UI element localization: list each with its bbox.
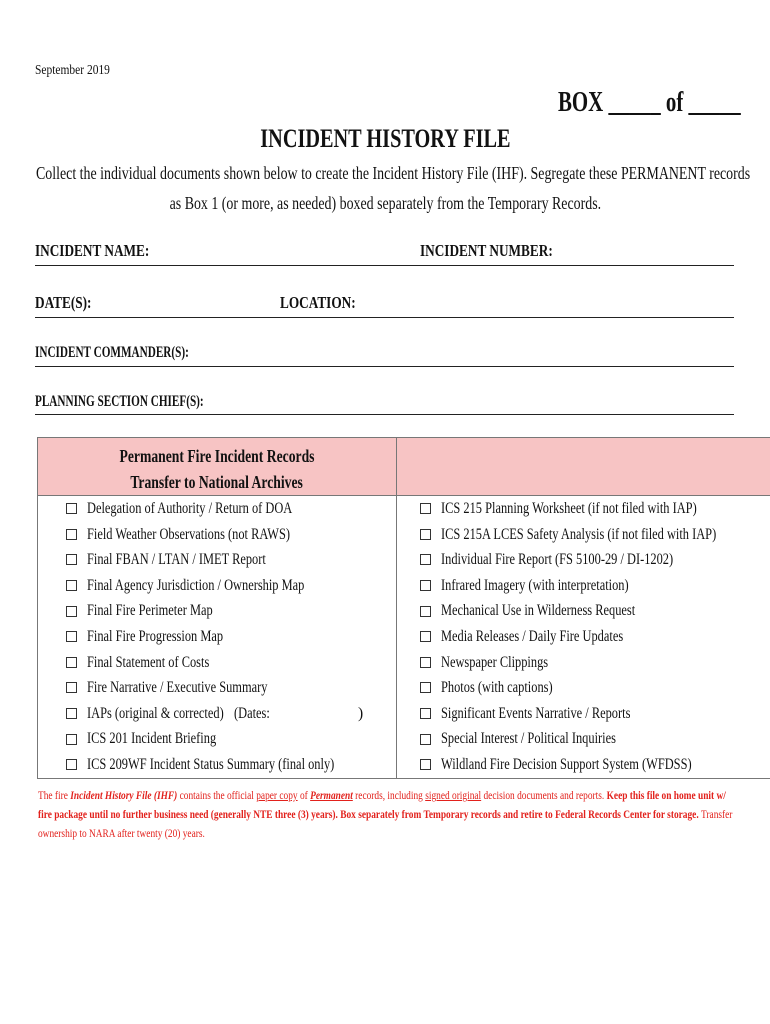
- checklist-item-label: Final Fire Progression Map: [87, 627, 224, 645]
- checklist-item: [397, 522, 770, 548]
- checklist-item-label: ICS 215 Planning Worksheet (if not filed with IAP): [441, 500, 697, 517]
- left-records-column: [38, 496, 397, 779]
- checkbox[interactable]: [420, 708, 431, 719]
- checklist-item-label: Final FBAN / LTAN / IMET Report: [87, 551, 266, 569]
- checkbox[interactable]: [420, 606, 431, 617]
- checklist-item-label: IAPs (original & corrected): [87, 704, 224, 722]
- checkbox[interactable]: [420, 631, 431, 642]
- checklist-item: [397, 496, 770, 522]
- footer-note: The fire Incident History File (IHF) contains the official paper copy of Permanent records, including signed original decision documents and reports. Keep this file on home unit w/ fire package until no further business need (generally NTE three (3) years). Box separately from Temporary records and retire to Federal Records Center for storage. Transfer ownership to NARA after twenty (20) years.: [38, 790, 733, 840]
- dates-location-field[interactable]: [35, 317, 734, 318]
- checklist-item: [38, 573, 396, 599]
- checkbox[interactable]: [66, 503, 77, 514]
- checklist-item: [397, 675, 770, 701]
- checklist-item-label: Media Releases / Daily Fire Updates: [441, 627, 624, 645]
- checklist-item: [397, 598, 770, 624]
- checklist-item-label: Fire Narrative / Executive Summary: [87, 679, 268, 697]
- checkbox[interactable]: [66, 631, 77, 642]
- checkbox[interactable]: [420, 657, 431, 668]
- checklist-item-label: Wildland Fire Decision Support System (WFDSS): [441, 755, 692, 773]
- checkbox[interactable]: [420, 580, 431, 591]
- planning-section-chief-field[interactable]: [35, 414, 734, 415]
- checkbox[interactable]: [66, 606, 77, 617]
- checklist-item: [38, 547, 396, 573]
- checklist-item-label: Infrared Imagery (with interpretation): [441, 576, 629, 594]
- checklist-item-label: Significant Events Narrative / Reports: [441, 704, 631, 722]
- checkbox[interactable]: [420, 682, 431, 693]
- checklist-item-label: Special Interest / Political Inquiries: [441, 730, 617, 748]
- records-table-header-right: [397, 438, 770, 496]
- checklist-item: [38, 624, 396, 650]
- intro-text-line1: Collect the individual documents shown below to create the Incident History File (IHF). Segregate these PERMANENT records: [36, 163, 751, 183]
- checkbox[interactable]: [420, 529, 431, 540]
- checklist-item: [397, 624, 770, 650]
- checklist-item-label: Field Weather Observations (not RAWS): [87, 525, 291, 543]
- checkbox[interactable]: [66, 580, 77, 591]
- checklist-item: [397, 752, 770, 778]
- checklist-item: [397, 547, 770, 573]
- checklist-item: [397, 726, 770, 752]
- checkbox[interactable]: [66, 759, 77, 770]
- header-line1: Permanent Fire Incident Records: [119, 446, 315, 466]
- checklist-item: [38, 675, 396, 701]
- checklist-item: [38, 496, 396, 522]
- checklist-item: [38, 726, 396, 752]
- records-table: [37, 437, 770, 779]
- planning-section-chief-label: PLANNING SECTION CHIEF(S):: [35, 393, 204, 410]
- checklist-item: [38, 598, 396, 624]
- page-title: INCIDENT HISTORY FILE: [259, 124, 511, 153]
- iap-dates-close: ): [358, 704, 364, 722]
- records-table-header: [38, 438, 397, 496]
- incident-name-label: INCIDENT NAME:: [35, 241, 150, 260]
- checklist-item-label: Delegation of Authority / Return of DOA: [87, 500, 293, 517]
- checkbox[interactable]: [420, 759, 431, 770]
- checkbox[interactable]: [66, 734, 77, 745]
- incident-number-label: INCIDENT NUMBER:: [420, 241, 553, 260]
- checklist-item: [38, 522, 396, 548]
- intro-text-line2: as Box 1 (or more, as needed) boxed separately from the Temporary Records.: [169, 193, 601, 213]
- form-date: September 2019: [35, 63, 110, 78]
- checklist-item: [38, 701, 396, 727]
- checklist-item-label: Mechanical Use in Wilderness Request: [441, 602, 636, 620]
- location-label: LOCATION:: [280, 293, 356, 312]
- checkbox[interactable]: [66, 554, 77, 565]
- checkbox[interactable]: [66, 708, 77, 719]
- checklist-item-label: ICS 201 Incident Briefing: [87, 730, 217, 748]
- checklist-item: [397, 573, 770, 599]
- checklist-item-label: ICS 215A LCES Safety Analysis (if not filed with IAP): [441, 525, 717, 543]
- checklist-item-label: Final Fire Perimeter Map: [87, 602, 213, 620]
- right-records-column: [397, 496, 770, 779]
- incident-commander-label: INCIDENT COMMANDER(S):: [35, 344, 189, 361]
- checkbox[interactable]: [420, 503, 431, 514]
- checklist-item-label: Final Statement of Costs: [87, 653, 210, 671]
- checklist-item: [397, 650, 770, 676]
- checkbox[interactable]: [420, 734, 431, 745]
- checklist-item: [38, 650, 396, 676]
- checklist-item-label: Newspaper Clippings: [441, 653, 549, 671]
- checkbox[interactable]: [420, 554, 431, 565]
- checklist-item: [38, 752, 396, 778]
- box-number-label: BOX _____ of _____: [558, 86, 741, 118]
- checkbox[interactable]: [66, 682, 77, 693]
- header-line2: Transfer to National Archives: [130, 472, 304, 492]
- checklist-item: [397, 701, 770, 727]
- dates-label: DATE(S):: [35, 293, 92, 312]
- incident-name-field[interactable]: [35, 265, 734, 266]
- incident-commander-field[interactable]: [35, 366, 734, 367]
- checklist-item-label: Individual Fire Report (FS 5100-29 / DI-1202): [441, 551, 674, 569]
- checklist-item-label: Final Agency Jurisdiction / Ownership Map: [87, 576, 305, 594]
- checkbox[interactable]: [66, 657, 77, 668]
- checklist-item-label: ICS 209WF Incident Status Summary (final only): [87, 755, 335, 773]
- checkbox[interactable]: [66, 529, 77, 540]
- iap-dates-label: (Dates:: [234, 704, 270, 722]
- checklist-item-label: Photos (with captions): [441, 679, 553, 697]
